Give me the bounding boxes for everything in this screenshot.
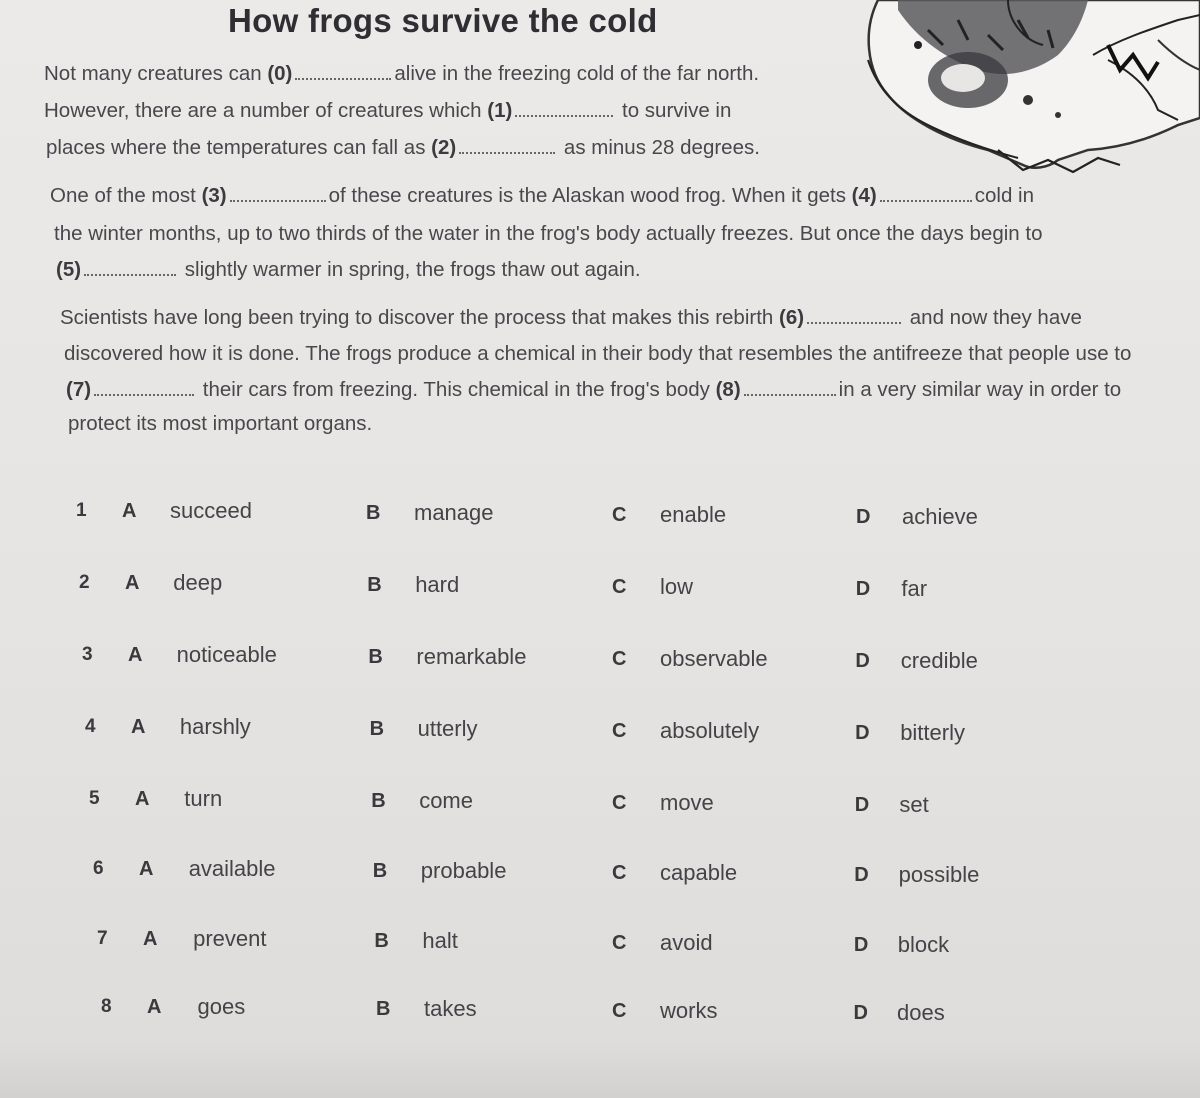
- option-letter[interactable]: B: [372, 860, 388, 882]
- option-text[interactable]: prevent: [193, 926, 267, 951]
- option-letter[interactable]: B: [368, 646, 383, 668]
- passage-line: [50, 184, 1034, 208]
- question-number: 4: [85, 716, 96, 737]
- option-text[interactable]: harshly: [179, 714, 251, 739]
- blank-gap: [295, 64, 391, 80]
- option-letter[interactable]: A: [131, 716, 146, 738]
- option-letter[interactable]: A: [147, 996, 162, 1018]
- blank-gap: [94, 380, 194, 396]
- option-letter[interactable]: C: [612, 932, 627, 954]
- option-text[interactable]: move: [660, 790, 714, 815]
- option-text[interactable]: enable: [660, 502, 727, 527]
- option-text[interactable]: set: [899, 792, 929, 817]
- option-text[interactable]: turn: [184, 786, 223, 811]
- passage-text: in a very similar way in order to: [838, 378, 1122, 401]
- option-letter[interactable]: D: [855, 578, 871, 600]
- page-title: How frogs survive the cold: [228, 2, 658, 39]
- option-text[interactable]: noticeable: [176, 642, 277, 667]
- gap-number: (5): [56, 258, 82, 281]
- passage-text: to survive in: [622, 99, 732, 122]
- passage-line: [46, 136, 760, 160]
- passage-line: [44, 62, 759, 86]
- question-number: 6: [93, 858, 104, 879]
- passage-text: Not many creatures can: [44, 62, 262, 85]
- option-text[interactable]: probable: [420, 858, 507, 883]
- option-text[interactable]: far: [901, 576, 928, 601]
- passage-text: protect its most important organs.: [68, 412, 373, 435]
- option-letter[interactable]: B: [374, 930, 389, 952]
- option-letter[interactable]: D: [856, 506, 871, 528]
- option-letter[interactable]: B: [371, 790, 386, 812]
- option-text[interactable]: possible: [898, 862, 980, 887]
- blank-gap: [84, 260, 176, 276]
- question-number: 5: [89, 788, 100, 809]
- option-letter[interactable]: A: [139, 858, 154, 880]
- option-letter[interactable]: D: [854, 794, 870, 816]
- option-text[interactable]: achieve: [902, 504, 978, 529]
- question-number: 3: [82, 644, 93, 665]
- option-letter[interactable]: A: [122, 500, 137, 522]
- option-letter[interactable]: D: [855, 722, 870, 744]
- option-letter[interactable]: C: [612, 862, 627, 884]
- option-letter[interactable]: D: [855, 650, 870, 672]
- page-shadow: [0, 1040, 1200, 1098]
- option-text[interactable]: come: [419, 788, 473, 813]
- option-letter[interactable]: D: [854, 864, 869, 886]
- option-letter[interactable]: C: [612, 1000, 627, 1022]
- passage-text: of these creatures is the Alaskan wood frog. When it gets: [328, 184, 846, 207]
- option-letter[interactable]: D: [853, 1002, 868, 1024]
- option-letter[interactable]: A: [135, 788, 150, 810]
- blank-gap: [807, 308, 901, 324]
- passage-text: However, there are a number of creatures which: [44, 99, 482, 122]
- option-text[interactable]: credible: [900, 648, 978, 673]
- option-text[interactable]: hard: [415, 572, 460, 597]
- option-letter[interactable]: C: [612, 648, 627, 670]
- passage-text: the winter months, up to two thirds of the water in the frog's body actually freezes. But once the days begin to: [54, 222, 1043, 245]
- passage-text: their cars from freezing. This chemical in the frog's body: [202, 378, 710, 401]
- option-text[interactable]: low: [660, 574, 694, 599]
- passage-line: [44, 99, 731, 123]
- option-letter[interactable]: B: [369, 718, 385, 740]
- option-letter[interactable]: A: [143, 928, 158, 950]
- frog-illustration: [858, 0, 1200, 180]
- blank-gap: [230, 186, 326, 202]
- option-letter[interactable]: C: [612, 504, 627, 526]
- passage-text: alive in the freezing cold of the far north.: [394, 62, 760, 85]
- option-text[interactable]: succeed: [170, 498, 252, 523]
- option-text[interactable]: goes: [197, 994, 246, 1019]
- passage-text: Scientists have long been trying to discover the process that makes this rebirth: [60, 306, 774, 329]
- passage-text: cold in: [974, 184, 1034, 207]
- option-letter[interactable]: B: [376, 998, 391, 1020]
- option-text[interactable]: bitterly: [900, 720, 965, 745]
- option-text[interactable]: avoid: [660, 930, 713, 955]
- gap-number: (6): [779, 306, 805, 329]
- passage-text: discovered how it is done. The frogs produce a chemical in their body that resembles the antifreeze that people use to: [64, 342, 1132, 365]
- passage-text: slightly warmer in spring, the frogs thaw out again.: [184, 258, 641, 281]
- option-text[interactable]: capable: [660, 860, 738, 885]
- passage-line: [54, 222, 1042, 246]
- option-text[interactable]: absolutely: [660, 718, 760, 743]
- question-number: 7: [97, 928, 108, 949]
- passage-text: and now they have: [909, 306, 1082, 329]
- option-text[interactable]: works: [660, 998, 718, 1023]
- question-number: 1: [76, 500, 87, 521]
- option-letter[interactable]: C: [612, 576, 627, 598]
- passage-text: places where the temperatures can fall as: [46, 136, 426, 159]
- passage-line: [64, 342, 1131, 366]
- gap-number: (4): [851, 184, 877, 207]
- passage-text: as minus 28 degrees.: [563, 136, 760, 159]
- blank-gap: [459, 138, 555, 154]
- passage-line: [60, 306, 1082, 330]
- option-letter[interactable]: D: [853, 934, 869, 956]
- gap-number: (7): [66, 378, 92, 401]
- gap-number: (8): [715, 378, 741, 401]
- question-number: 8: [101, 996, 112, 1017]
- passage-text: One of the most: [50, 184, 196, 207]
- option-text[interactable]: utterly: [417, 716, 478, 741]
- option-letter[interactable]: C: [612, 792, 627, 814]
- option-text[interactable]: does: [897, 1000, 945, 1025]
- option-letter[interactable]: C: [612, 720, 627, 742]
- blank-gap: [744, 380, 836, 396]
- gap-number: (1): [487, 99, 513, 122]
- option-text[interactable]: remarkable: [416, 644, 527, 669]
- option-letter[interactable]: B: [367, 574, 382, 596]
- option-text[interactable]: manage: [414, 500, 494, 525]
- option-letter[interactable]: B: [366, 502, 381, 524]
- option-text[interactable]: takes: [424, 996, 477, 1021]
- gap-number: (0): [267, 62, 293, 85]
- passage-line: [66, 378, 1121, 402]
- option-letter[interactable]: A: [128, 644, 143, 666]
- option-letter[interactable]: A: [125, 572, 140, 594]
- option-text[interactable]: block: [897, 932, 950, 957]
- question-number: 2: [79, 572, 90, 593]
- passage-line: [56, 258, 641, 282]
- option-text[interactable]: deep: [173, 570, 223, 595]
- gap-number: (2): [431, 136, 457, 159]
- option-text[interactable]: halt: [422, 928, 458, 953]
- gap-number: (3): [201, 184, 227, 207]
- passage-line: [68, 412, 372, 436]
- option-text[interactable]: available: [188, 856, 276, 881]
- blank-gap: [880, 186, 972, 202]
- blank-gap: [515, 101, 613, 117]
- option-text[interactable]: observable: [660, 646, 768, 671]
